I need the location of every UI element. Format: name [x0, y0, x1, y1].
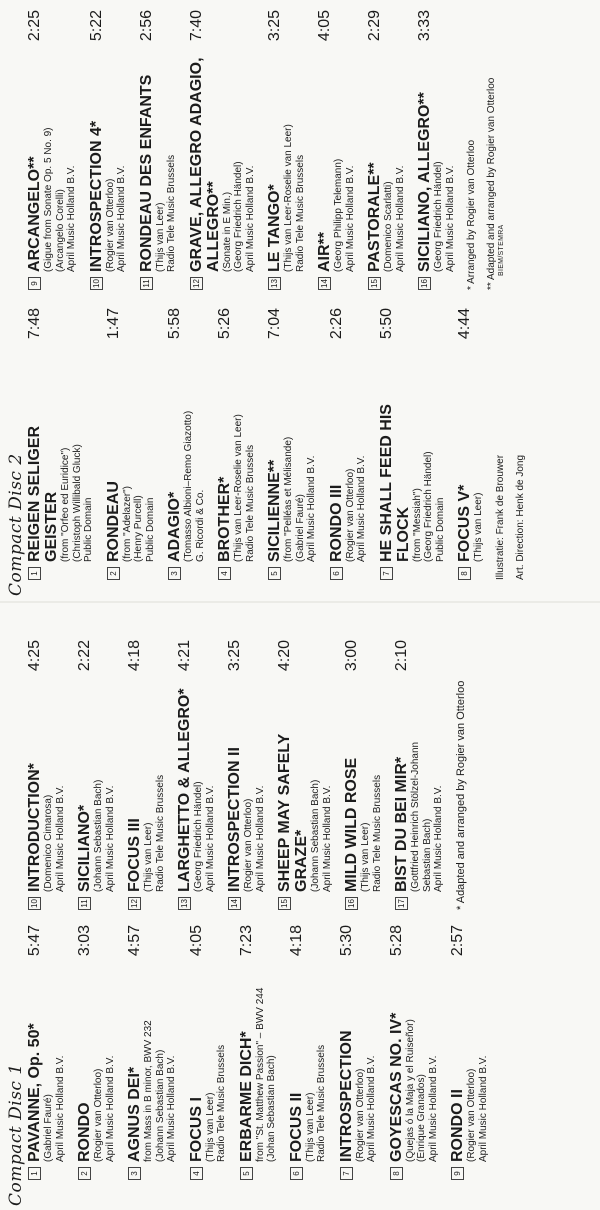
track-detail: (Domenico Cimarosa) [43, 794, 54, 892]
track-item [276, 640, 333, 910]
track-item [416, 10, 456, 290]
track-detail: (Christoph Willibald Gluck) [71, 444, 83, 562]
track-title: INTROSPECTION 4* [87, 120, 105, 272]
track-duration: 2:56 [137, 10, 155, 42]
track-number: 8 [458, 567, 471, 580]
track-number: 13 [178, 897, 191, 910]
track-duration: 5:26 [216, 308, 233, 340]
track-detail: (from "Messiah") [411, 488, 423, 562]
track-number: 7 [340, 1167, 353, 1180]
track-duration: 5:47 [26, 925, 43, 957]
track-detail: (Gabriel Fauré) [294, 494, 306, 562]
track-title: LARGHETTO & ALLEGRO* [176, 688, 193, 892]
track-item [188, 10, 257, 290]
disc-1-title: Compact Disc 1 [6, 1063, 26, 1206]
track-detail: (Rogier van Otterloo) [354, 1068, 366, 1162]
track-title: SHEEP MAY SAFELY GRAZE* [276, 734, 310, 892]
track-duration: 3:00 [343, 640, 360, 672]
track-title: FOCUS I [187, 1097, 205, 1162]
track-title: LE TANGO* [266, 184, 283, 272]
track-duration: 2:10 [393, 640, 410, 672]
track-title: RONDEAU [104, 481, 122, 562]
track-item [226, 640, 266, 910]
track-number: 17 [395, 897, 408, 910]
track-duration: 4:05 [316, 10, 333, 42]
track-item [288, 925, 328, 1180]
track-item [388, 925, 440, 1180]
track-item [138, 10, 178, 290]
track-title: SICILIENNE** [266, 459, 283, 562]
credit-line: Illustratie: Frank de Brouwer [494, 454, 506, 580]
track-item [105, 308, 157, 580]
track-detail: (Gabriel Fauré) [43, 1094, 54, 1162]
track-duration: 7:48 [26, 308, 43, 340]
track-detail: April Music Holland B.V. [477, 1055, 489, 1162]
track-detail: April Music Holland B.V. [54, 1055, 66, 1162]
track-number: 11 [140, 277, 153, 290]
track-item [88, 10, 128, 290]
track-duration: 2:22 [76, 640, 93, 672]
track-detail: (Enrique Granados) [416, 1074, 427, 1162]
track-number: 1 [28, 567, 41, 580]
track-detail: April Music Holland B.V. [344, 165, 356, 272]
track-duration: 1:47 [104, 308, 122, 340]
track-detail: (Rogier van Otterloo) [104, 178, 116, 272]
track-title: RONDO III [327, 484, 345, 562]
track-item [343, 640, 383, 910]
track-item [26, 10, 78, 290]
track-number: 11 [78, 897, 91, 910]
track-detail: April Music Holland B.V. [204, 785, 216, 892]
track-detail: April Music Holland B.V. [54, 785, 66, 892]
track-number: 12 [128, 897, 141, 910]
track-number: 14 [318, 277, 331, 290]
track-detail: Radio Tele Music Brussels [294, 154, 306, 272]
track-number: 4 [218, 567, 231, 580]
track-title: ADAGIO* [166, 491, 183, 562]
track-detail: (Rogier van Otterloo) [243, 798, 254, 892]
track-title: ERBARME DICH* [237, 1031, 255, 1162]
track-title: INTRODUCTION* [26, 763, 43, 892]
track-detail: April Music Holland B.V. [394, 165, 406, 272]
track-detail: Radio Tele Music Brussels [216, 1044, 227, 1162]
track-detail: (Johan Sebastian Bach) [266, 1055, 277, 1162]
track-detail: April Music Holland B.V. [306, 455, 317, 562]
track-duration: 4:18 [287, 925, 305, 957]
track-detail: Radio Tele Music Brussels [371, 774, 383, 892]
track-item [26, 640, 66, 910]
track-detail: from Mass in B minor, BWV 232 [143, 1020, 154, 1162]
track-detail: April Music Holland B.V. [366, 1055, 377, 1162]
track-number: 6 [330, 567, 343, 580]
track-item [316, 10, 356, 290]
track-item [449, 925, 489, 1180]
track-duration: 7:40 [187, 10, 205, 42]
track-number: 7 [380, 567, 393, 580]
track-number: 9 [451, 1167, 464, 1180]
track-item [266, 308, 318, 580]
track-title: INTROSPECTION II [226, 747, 243, 892]
track-detail: (Thijs van Leer-Roselie van Leer) [233, 414, 244, 562]
track-detail: Radio Tele Music Brussels [244, 444, 256, 562]
track-detail: April Music Holland B.V. [321, 785, 333, 892]
track-number: 15 [368, 277, 381, 290]
track-item [26, 308, 95, 580]
track-title: PAVANNE, Op. 50* [26, 1023, 43, 1162]
track-item [216, 308, 256, 580]
track-detail: (Quejas ó la Maja y el Ruiseñor) [404, 1019, 416, 1162]
track-item [26, 925, 66, 1180]
track-title: GRAVE, ALLEGRO ADAGIO, ALLEGRO** [187, 57, 222, 272]
track-item [126, 925, 178, 1180]
disc-1-column-2 [26, 640, 468, 910]
track-detail: (Thijs van Leer) [360, 822, 371, 892]
track-title: RONDO [76, 1102, 93, 1162]
track-title: FOCUS II [287, 1092, 305, 1162]
track-title: RONDO II [449, 1089, 466, 1162]
track-detail: (Georg Friedrich Händel) [193, 781, 204, 892]
track-title: REIGEN SELIGER GEISTER [26, 425, 60, 562]
track-item [188, 925, 228, 1180]
track-duration: 5:22 [87, 10, 105, 42]
track-detail: (Georg Friedrich Händel) [233, 161, 244, 272]
track-number: 16 [345, 897, 358, 910]
track-item [393, 640, 445, 910]
track-detail: (from "Orfeo ed Euridice") [60, 447, 71, 562]
track-detail: (Thijs van Leer) [473, 492, 484, 562]
track-number: 4 [190, 1167, 203, 1180]
track-detail: (Arcangelo Corelli) [54, 189, 66, 272]
track-detail: (Johann Sebastian Bach) [310, 779, 321, 892]
track-number: 9 [28, 277, 41, 290]
track-title: HE SHALL FEED HIS FLOCK [377, 404, 412, 562]
disc-2-column-2 [26, 10, 505, 290]
disc-1-panel [0, 600, 600, 1210]
track-duration: 3:03 [76, 925, 93, 957]
track-item [176, 640, 216, 910]
track-detail: April Music Holland B.V. [166, 1055, 177, 1162]
disc-2-column-1 [26, 308, 527, 580]
track-item [76, 640, 116, 910]
track-title: RONDEAU DES ENFANTS [137, 74, 155, 272]
track-detail: (Georg Philipp Telemann) [333, 158, 344, 272]
track-number: 16 [418, 277, 431, 290]
track-number: 3 [168, 567, 181, 580]
track-title: GOYESCAS NO. IV* [387, 1012, 405, 1162]
track-duration: 3:33 [416, 10, 433, 42]
track-detail: (Thijs van Leer-Roselie van Leer) [283, 124, 294, 272]
track-duration: 5:28 [387, 925, 405, 957]
track-title: BIST DU BEI MIR* [393, 756, 410, 892]
track-title: SICILIANO, ALLEGRO** [416, 92, 433, 272]
track-title: FOCUS V* [456, 484, 473, 562]
track-detail: April Music Holland B.V. [433, 785, 444, 892]
track-duration: 4:05 [187, 925, 205, 957]
track-title: AIR** [316, 231, 333, 272]
track-item [126, 640, 166, 910]
track-detail: April Music Holland B.V. [444, 165, 456, 272]
track-detail: Radio Tele Music Brussels [154, 774, 166, 892]
track-detail: (Thijs van Leer) [143, 822, 154, 892]
track-detail: April Music Holland B.V. [254, 785, 266, 892]
track-duration: 4:44 [456, 308, 473, 340]
track-duration: 4:57 [126, 925, 143, 957]
track-duration: 5:30 [337, 925, 355, 957]
track-duration: 4:21 [176, 640, 193, 672]
track-duration: 3:25 [266, 10, 283, 42]
track-detail: (from "Pelléas et Mélisande) [283, 436, 294, 562]
track-duration: 4:25 [26, 640, 43, 672]
track-number: 13 [268, 277, 281, 290]
track-duration: 2:26 [327, 308, 345, 340]
track-title: FOCUS III [126, 818, 143, 892]
track-title: AGNUS DEI* [126, 1066, 143, 1162]
track-detail: (Georg Friedrich Händel) [433, 161, 444, 272]
track-number: 3 [128, 1167, 141, 1180]
track-title: MILD WILD ROSE [343, 757, 360, 892]
track-duration: 3:25 [226, 640, 243, 672]
track-item [378, 308, 447, 580]
track-detail: (Gottfried Heinrich Stölzel-Johann [410, 741, 421, 892]
biem-stemra-label: BIEM/STEMRA [498, 224, 505, 276]
track-detail: April Music Holland B.V. [244, 165, 256, 272]
track-number: 12 [190, 277, 203, 290]
track-title: INTROSPECTION [337, 1030, 355, 1162]
track-detail: (Rogier van Otterloo) [93, 1068, 104, 1162]
track-number: 2 [107, 567, 120, 580]
disc-1-column-1 [26, 925, 499, 1180]
track-item [456, 308, 485, 580]
track-detail: Public Domain [434, 497, 446, 562]
track-title: SICILIANO* [76, 804, 93, 892]
track-detail: Radio Tele Music Brussels [316, 1044, 327, 1162]
track-detail: Public Domain [83, 497, 94, 562]
track-detail: April Music Holland B.V. [104, 785, 116, 892]
track-detail: (Sonate in E Min.) [221, 191, 233, 272]
track-number: 5 [240, 1167, 253, 1180]
track-detail: (Johann Sebastian Bach) [154, 1049, 166, 1162]
track-detail: Public Domain [144, 497, 156, 562]
track-detail: (Thijs van Leer) [154, 202, 166, 272]
track-detail: April Music Holland B.V. [104, 1055, 116, 1162]
track-item [266, 10, 306, 290]
track-number: 8 [390, 1167, 403, 1180]
track-title: BROTHER* [216, 476, 233, 562]
track-detail: April Music Holland B.V. [427, 1055, 439, 1162]
credit-line: Art. Direction: Henk de Jong [514, 454, 526, 580]
track-number: 15 [278, 897, 291, 910]
track-number: 10 [90, 277, 103, 290]
track-detail: (Rogier van Otterloo) [466, 1068, 477, 1162]
track-detail: from "St. Matthew Passion" – BWV 244 [254, 987, 266, 1162]
track-duration: 7:23 [237, 925, 255, 957]
track-detail: (Domenico Scarlatti) [383, 181, 394, 272]
track-item [76, 925, 116, 1180]
track-number: 14 [228, 897, 241, 910]
disc-2-title: Compact Disc 2 [6, 453, 26, 596]
track-title: PASTORALE** [366, 162, 383, 272]
track-item [338, 925, 378, 1180]
track-item [328, 308, 368, 580]
fold-line [0, 601, 600, 603]
track-detail: (Gigue from Sonate Op. 5 No. 9) [43, 127, 54, 272]
track-number: 10 [28, 897, 41, 910]
track-detail: April Music Holland B.V. [116, 165, 127, 272]
track-duration: 5:50 [377, 308, 395, 340]
track-detail: April Music Holland B.V. [66, 165, 77, 272]
footnote: ** Adapted and arranged by Rogier van Otterloo [486, 77, 497, 290]
track-detail: Sebastian Bach) [421, 818, 433, 892]
track-duration: 2:29 [366, 10, 383, 42]
track-detail: (from "Adelazer") [121, 485, 133, 562]
track-title: ARCANGELO** [26, 156, 43, 272]
track-duration: 5:58 [166, 308, 183, 340]
track-duration: 4:20 [276, 640, 293, 672]
track-number: 6 [290, 1167, 303, 1180]
track-detail: (Johann Sebastian Bach) [93, 779, 104, 892]
footnote: * Adapted and arranged by Rogier van Otterloo [454, 680, 467, 910]
track-detail: G. Ricordi & Co. [194, 489, 206, 562]
track-item [238, 925, 278, 1180]
track-detail: (Thijs van Leer) [204, 1092, 216, 1162]
track-item [366, 10, 406, 290]
track-item [166, 308, 206, 580]
track-number: 2 [78, 1167, 91, 1180]
track-number: 5 [268, 567, 281, 580]
track-detail: (Henry Purcell) [133, 495, 144, 562]
track-duration: 4:18 [126, 640, 143, 672]
track-detail: Radio Tele Music Brussels [166, 154, 177, 272]
track-detail: April Music Holland B.V. [356, 455, 367, 562]
track-duration: 2:25 [26, 10, 43, 42]
track-detail: (Georg Friedrich Händel) [423, 451, 434, 562]
track-duration: 2:57 [449, 925, 466, 957]
track-detail: (Rogier van Otterloo) [344, 468, 356, 562]
track-detail: (Thijs van Leer) [304, 1092, 316, 1162]
disc-2-panel [0, 0, 600, 600]
track-duration: 7:04 [266, 308, 283, 340]
footnote: * Arranged by Rogier van Otterloo [466, 139, 477, 290]
track-number: 1 [28, 1167, 41, 1180]
track-detail: (Tomasso Albioni–Remo Giazotto) [183, 410, 194, 562]
